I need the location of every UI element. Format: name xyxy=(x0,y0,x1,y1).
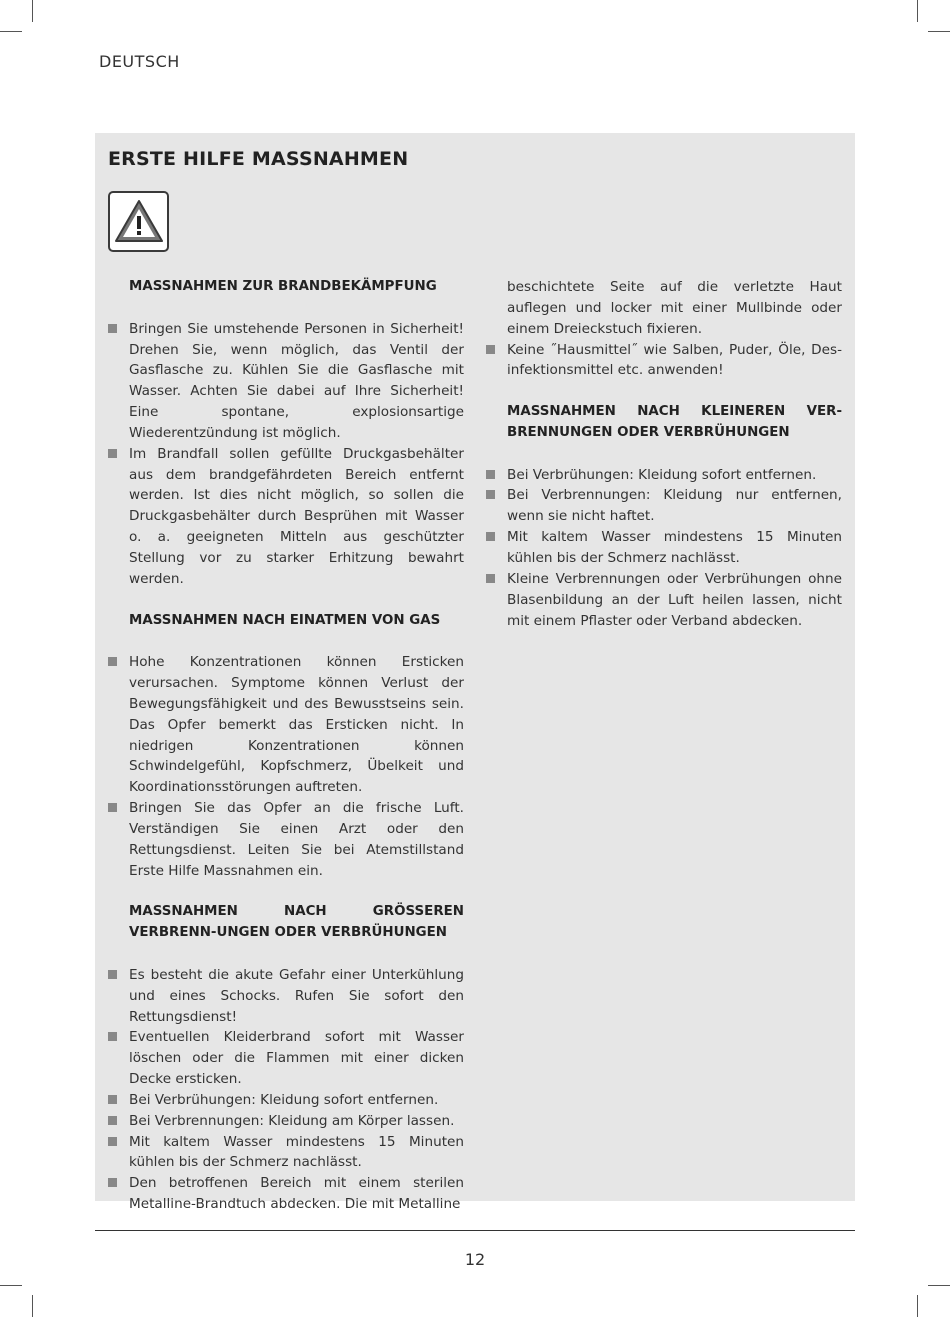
list-item: Keine ˝Hausmittel˝ wie Salben, Puder, Öle, Des-infektionsmittel etc. anwenden! xyxy=(486,340,842,382)
section-title: ERSTE HILFE MASSNAHMEN xyxy=(108,148,409,170)
list-item: Eventuellen Kleiderbrand sofort mit Wasser löschen oder die Flammen mit einer dicken Decke ersticken. xyxy=(108,1027,464,1090)
crop-mark xyxy=(0,31,22,32)
heading-kleinere-verbrennungen: MASSNAHMEN NACH KLEINEREN VER-BRENNUNGEN ODER VERBRÜHUNGEN xyxy=(507,404,842,440)
list-item: Bei Verbrennungen: Kleidung nur entfernen, wenn sie nicht haftet. xyxy=(486,485,842,527)
bullet-square xyxy=(486,532,495,541)
bullet-square xyxy=(108,970,117,979)
bullet-square xyxy=(108,324,117,333)
right-column xyxy=(486,277,842,631)
bullet-square xyxy=(108,1116,117,1125)
page-number: 12 xyxy=(464,1250,486,1269)
list-item: Bei Verbrühungen: Kleidung sofort entfernen. xyxy=(486,465,842,486)
footer-rule xyxy=(95,1230,855,1231)
crop-mark xyxy=(928,1285,950,1286)
list-item: Kleine Verbrennungen oder Verbrühungen ohne Blasenbildung an der Luft heilen lassen, nicht mit einem Pflaster oder Verband abdecken. xyxy=(486,569,842,632)
bullet-square xyxy=(486,470,495,479)
language-label: DEUTSCH xyxy=(99,52,180,71)
bullet-square xyxy=(486,345,495,354)
list-item: Bringen Sie umstehende Personen in Sicherheit! Drehen Sie, wenn möglich, das Ventil der Gasflasche zu. Kühlen Sie die Gasflasche mit Wasser. Achten Sie dabei auf Ihre Sicherheit! Eine spontane, explosionsartige Wiederentzündung ist möglich. xyxy=(108,319,464,444)
bullet-square xyxy=(108,449,117,458)
bullet-square xyxy=(486,490,495,499)
bullet-square xyxy=(486,574,495,583)
heading-brandbekaempfung: MASSNAHMEN ZUR BRANDBEKÄMPFUNG xyxy=(129,279,437,294)
list-item: Den betroffenen Bereich mit einem sterilen Metalline-Brandtuch abdecken. Die mit Metalline xyxy=(108,1173,464,1215)
bullet-square xyxy=(108,1095,117,1104)
crop-mark xyxy=(0,1285,22,1286)
list-item: Bringen Sie das Opfer an die frische Luft. Verständigen Sie einen Arzt oder den Rettungsdienst. Leiten Sie bei Atemstillstand Erste Hilfe Massnahmen ein. xyxy=(108,798,464,881)
left-column xyxy=(108,277,464,1215)
heading-groessere-verbrennungen: MASSNAHMEN NACH GRÖSSEREN VERBRENN-UNGEN ODER VERBRÜHUNGEN xyxy=(129,904,464,941)
list-item: Mit kaltem Wasser mindestens 15 Minuten kühlen bis der Schmerz nachlässt. xyxy=(486,527,842,569)
bullet-square xyxy=(108,657,117,666)
bullet-square xyxy=(108,803,117,812)
warning-triangle-icon xyxy=(108,191,169,252)
bullet-square xyxy=(108,1137,117,1146)
crop-mark xyxy=(917,1295,918,1317)
list-item: Im Brandfall sollen gefüllte Druckgasbehälter aus dem brandgefährdeten Bereich entfernt werden. Ist dies nicht möglich, so sollen die Druckgasbehälter durch Besprühen mit Wasser o. a. geeigneten Mitteln aus geschützter Stellung vor zu starker Erhitzung bewahrt werden. xyxy=(108,444,464,590)
list-item: Bei Verbrennungen: Kleidung am Körper lassen. xyxy=(108,1111,464,1132)
crop-mark xyxy=(928,31,950,32)
heading-einatmen-gas: MASSNAHMEN NACH EINATMEN VON GAS xyxy=(129,612,441,628)
crop-mark xyxy=(32,1295,33,1317)
continuation-text: beschichtete Seite auf die verletzte Haut auflegen und locker mit einer Mullbinde oder einem Dreieckstuch fixieren. xyxy=(507,279,842,337)
bullet-square xyxy=(108,1178,117,1187)
bullet-square xyxy=(108,1032,117,1041)
list-item: Mit kaltem Wasser mindestens 15 Minuten kühlen bis der Schmerz nachlässt. xyxy=(108,1132,464,1174)
list-item: Bei Verbrühungen: Kleidung sofort entfernen. xyxy=(108,1090,464,1111)
crop-mark xyxy=(32,0,33,22)
crop-mark xyxy=(917,0,918,22)
list-item: Es besteht die akute Gefahr einer Unterkühlung und eines Schocks. Rufen Sie sofort den Rettungsdienst! xyxy=(108,965,464,1028)
list-item: Hohe Konzentrationen können Ersticken verursachen. Symptome können Verlust der Bewegungsfähigkeit und des Bewusstseins sein. Das Opfer bemerkt das Ersticken nicht. In niedrigen Konzentrationen können Schwindelgefühl, Kopfschmerz, Übelkeit und Koordinationsstörungen auftreten. xyxy=(108,652,464,798)
